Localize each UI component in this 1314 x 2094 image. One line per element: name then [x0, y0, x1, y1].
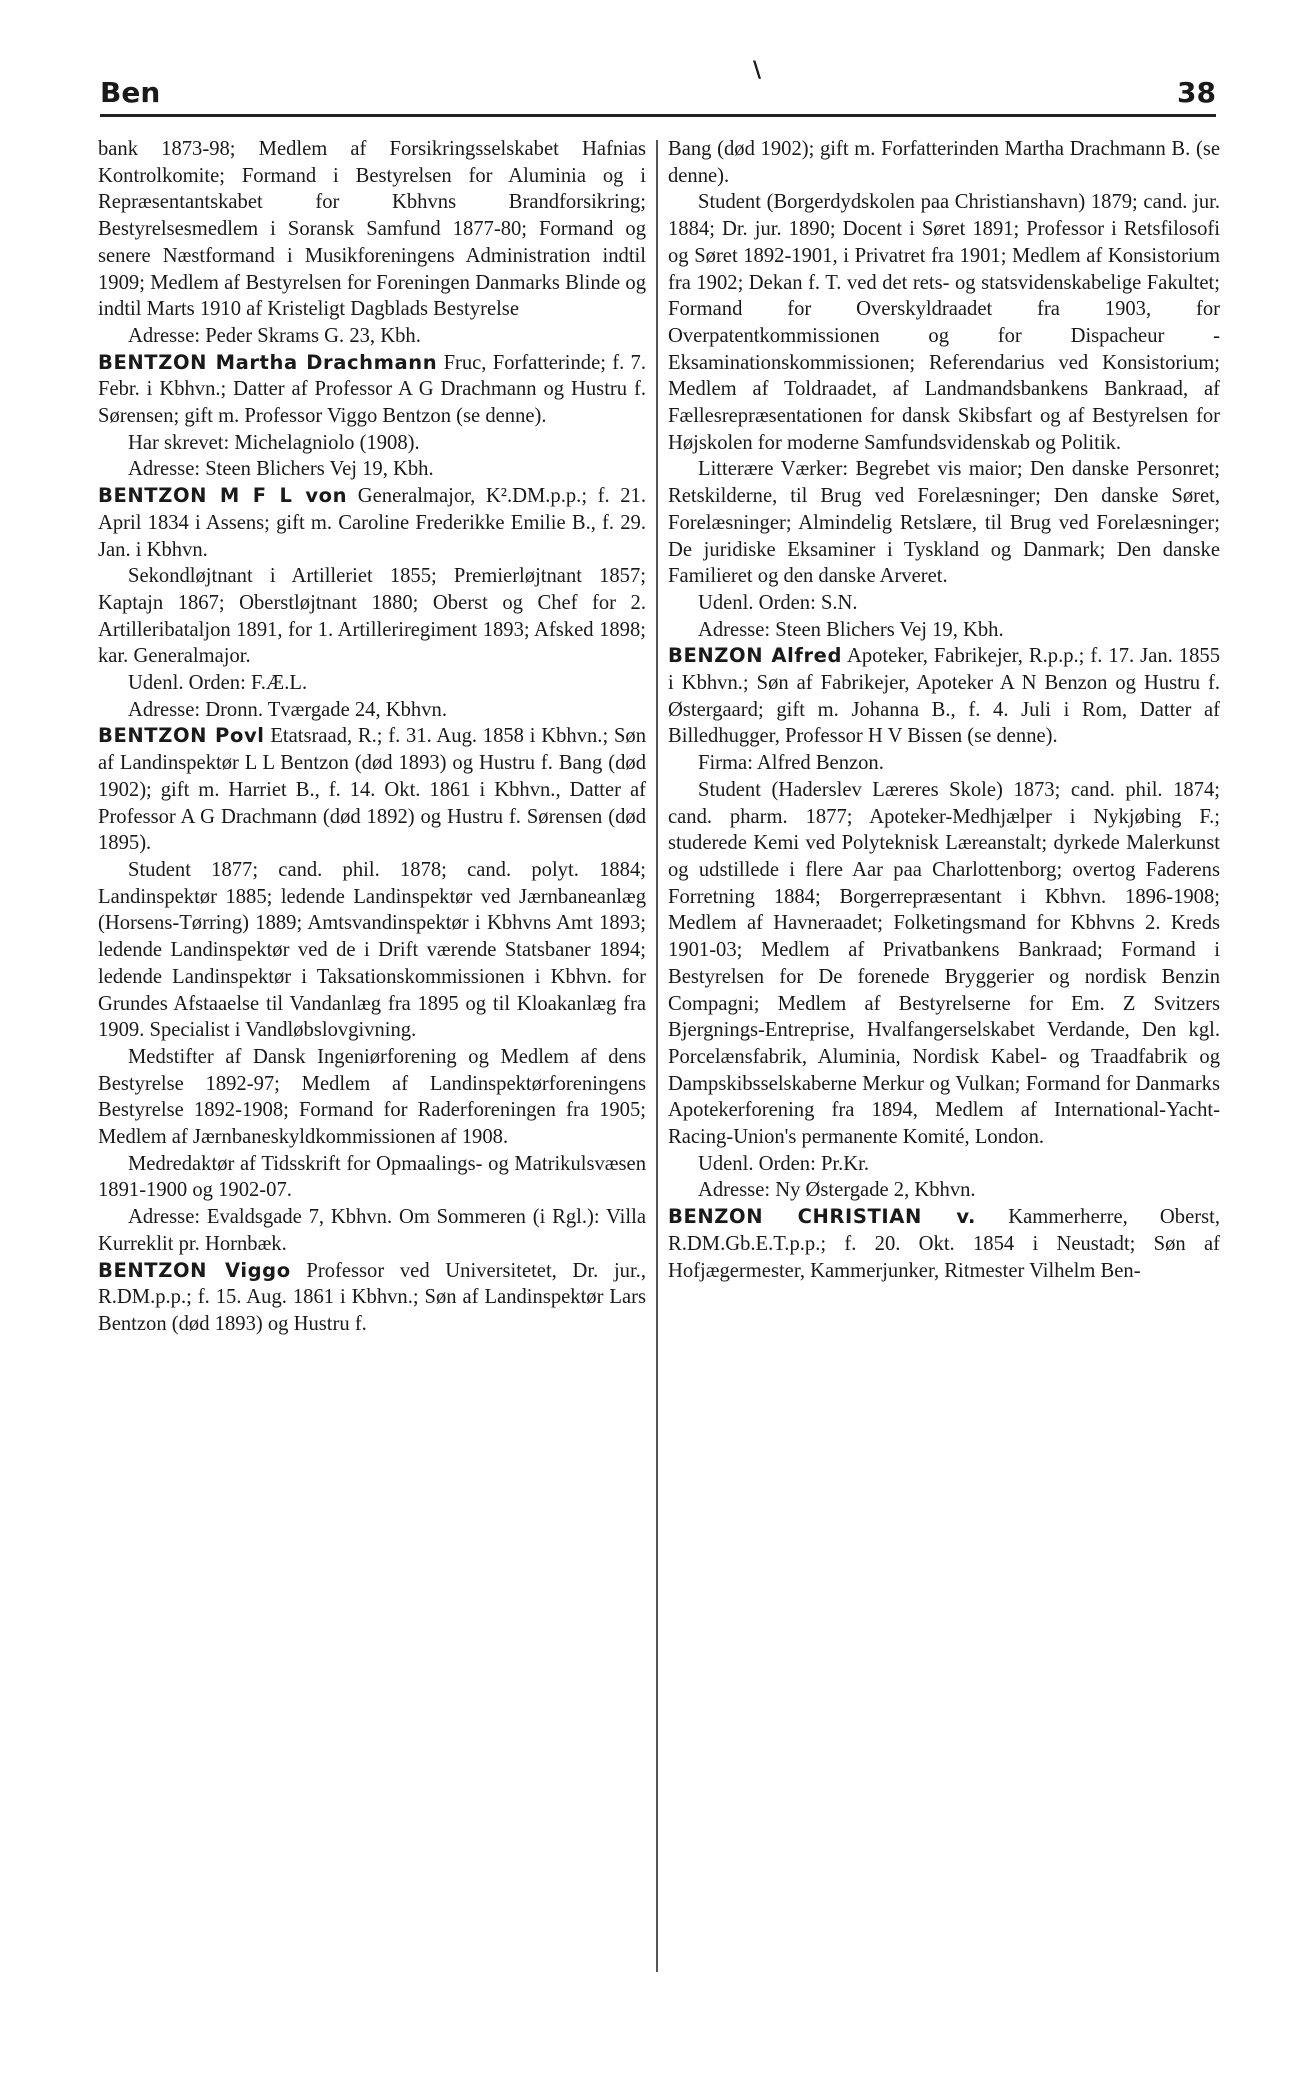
entry-name: BENTZON Martha Drachmann [98, 350, 438, 374]
running-header [100, 76, 1216, 118]
entry-address: Adresse: Ny Østergade 2, Kbhvn. [698, 1179, 976, 1202]
entry-foreign-orders: Udenl. Orden: Pr.Kr. [698, 1152, 870, 1175]
entry-career: Student (Haderslev Læreres Skole) 1873; cand. phil. 1874; cand. pharm. 1877; Apoteker-Medhjælper i Nykjøbing F.; studerede Kemi ved Polyteknisk Læreanstalt; dyrkede Malerkunst og udstillede i flere Aar paa Charlottenborg; overtog Faderens Forretning 1884; Borgerrepræsentant i Kbhvn. 1896-1908; Medlem af Havneraadet; Folketingsmand for Kbhvns 2. Kreds 1901-03; Medlem af Privatbankens Bankraad; Formand i Bestyrelsen for De forenede Bryggerier og nordisk Benzin Compagni; Medlem af Bestyrelserne for Em. Z Svitzers Bjergnings-Entreprise, Hvalfangerselskabet Verdande, Den kgl. Porcelænsfabrik, Aluminia, Nordisk Kabel- og Traadfabrik og Dampskibsselskaberne Merkur og Vulkan; Formand for Danmarks Apotekerforening fra 1894, Medlem af International-Yacht-Racing-Union's permanente Komité, London. [668, 778, 1220, 1149]
page-number: 38 [1177, 76, 1216, 109]
entry-name: BENTZON Povl [98, 724, 265, 748]
top-mark: \ [753, 58, 762, 83]
entry-career: Student (Borgerdydskolen paa Christianshavn) 1879; cand. jur. 1884; Dr. jur. 1890; Docent i Søret 1891; Professor i Retsfilosofi og Søret 1892-1901, i Privatret fra 1901; Medlem af Konsistorium fra 1902; Dekan f. T. ved det rets- og statsvidenskabelige Fakultet; Formand for Overskyldraadet fra 1903, for Overpatentkommissionen og for Dispacheur - Eksaminationskommissionen; Referendarius ved Konsistorium; Medlem af Toldraadet, af Landmandsbankens Bankraad, af Fællesrepræsentationen for dansk Skibsfart og af Bestyrelsen for Højskolen for moderne Samfundsvidenskab og Politik. [668, 191, 1220, 454]
entry-intro: Fruc, Forfatterinde; f. 7. Febr. i Kbhvn.; Datter af Professor A G Drachmann og Hustru f. Sørensen; gift m. Professor Viggo Bentzon (se denne). [98, 351, 646, 428]
entry-address: Adresse: Steen Blichers Vej 19, Kbh. [698, 618, 1004, 641]
entry-intro: Kammerherre, Oberst, R.DM.Gb.E.T.p.p.; f. 20. Okt. 1854 i Neustadt; Søn af Hofjægermester, Kammerjunker, Ritmester Vilhelm Ben- [668, 1206, 1220, 1282]
header-rule [100, 114, 1216, 117]
entry-address: Adresse: Evaldsgade 7, Kbhvn. Om Sommeren (i Rgl.): Villa Kurreklit pr. Hornbæk. [98, 1206, 646, 1255]
entry-bentzon-martha [98, 350, 646, 430]
left-column [98, 136, 646, 1338]
entry-name: BENTZON M F L von [98, 484, 348, 508]
entry-address: Adresse: Steen Blichers Vej 19, Kbh. [128, 458, 434, 481]
entry-foreign-orders: Udenl. Orden: S.N. [698, 591, 858, 614]
entry-benzon-alfred [668, 643, 1220, 750]
column-divider [656, 140, 658, 1972]
entry-memberships: Medstifter af Dansk Ingeniørforening og Medlem af dens Bestyrelse 1892-97; Medlem af Landinspektørforeningens Bestyrelse 1892-1908; Formand for Raderforeningen fra 1905; Medlem af Jærnbaneskyldkommissionen af 1908. [98, 1045, 646, 1149]
entry-editorship: Medredaktør af Tidsskrift for Opmaalings- og Matrikulsvæsen 1891-1900 og 1902-07. [98, 1152, 646, 1202]
header-keyword: Ben [100, 76, 161, 109]
entry-intro: Apoteker, Fabrikejer, R.p.p.; f. 17. Jan. 1855 i Kbhvn.; Søn af Fabrikejer, Apoteker A N Benzon og Hustru f. Østergaard; gift m. Johanna B., f. 4. Juli i Rom, Datter af Billedhugger, Professor H V Bissen (se denne). [668, 645, 1220, 748]
entry-benzon-christian [668, 1204, 1220, 1284]
entry-career: Student 1877; cand. phil. 1878; cand. polyt. 1884; Landinspektør 1885; ledende Landinspektør ved Jærnbaneanlæg (Horsens-Tørring) 1889; Amtsvandinspektør i Kbhvns Amt 1893; ledende Landinspektør ved de i Drift værende Statsbaner 1894; ledende Landinspektør i Taksationskommissionen i Kbhvn. for Grundes Afstaaelse til Vandanlæg fra 1895 og til Kloakanlæg fra 1909. Specialist i Vandløbslovgivning. [98, 858, 646, 1042]
entry-name: BENZON Alfred [668, 644, 843, 668]
entry-works: Har skrevet: Michelagniolo (1908). [128, 431, 420, 454]
entry-intro: Generalmajor, K².DM.p.p.; f. 21. April 1834 i Assens; gift m. Caroline Frederikke Emilie B., f. 29. Jan. i Kbhvn. [98, 485, 646, 561]
entry-bentzon-mfl [98, 483, 646, 563]
entry-career: Sekondløjtnant i Artilleriet 1855; Premierløjtnant 1857; Kaptajn 1867; Oberstløjtnant 1880; Oberst og Chef for 2. Artilleribataljon 1891, for 1. Artilleriregiment 1893; Afsked 1898; kar. Generalmajor. [98, 565, 646, 668]
entry-intro: Etatsraad, R.; f. 31. Aug. 1858 i Kbhvn.; Søn af Landinspektør L L Bentzon (død 1893) og Hustru f. Bang (død 1902); gift m. Harriet B., f. 14. Okt. 1861 i Kbhvn., Datter af Professor A G Drachmann (død 1892) og Hustru f. Sørensen (død 1895). [98, 725, 646, 855]
entry-address: Adresse: Peder Skrams G. 23, Kbh. [128, 324, 421, 347]
entry-name: BENTZON Viggo [98, 1258, 291, 1282]
entry-foreign-orders: Udenl. Orden: F.Æ.L. [128, 672, 308, 695]
entry-name: BENZON CHRISTIAN v. [668, 1205, 977, 1229]
entry-intro: Professor ved Universitetet, Dr. jur., R.DM.p.p.; f. 15. Aug. 1861 i Kbhvn.; Søn af Landinspektør Lars Bentzon (død 1893) og Hustru f. [98, 1259, 646, 1335]
continued-entry-text: bank 1873-98; Medlem af Forsikringsselskabet Hafnias Kontrolkomite; Formand i Bestyrelsen for Aluminia og i Repræsentantskabet for Kbhvns Brandforsikring; Bestyrelsesmedlem i Soransk Samfund 1877-80; Formand og senere Næstformand i Musikforeningens Administration indtil 1909; Medlem af Bestyrelsen for Foreningen Danmarks Blinde og indtil Marts 1910 af Kristeligt Dagblads Bestyrelse [98, 138, 646, 321]
entry-address: Adresse: Dronn. Tværgade 24, Kbhvn. [128, 698, 447, 721]
entry-firm: Firma: Alfred Benzon. [698, 752, 884, 775]
entry-bentzon-povl [98, 723, 646, 857]
entry-bentzon-viggo [98, 1258, 646, 1338]
right-column [668, 136, 1220, 1284]
continued-entry-text: Bang (død 1902); gift m. Forfatterinden Martha Drachmann B. (se denne). [668, 138, 1220, 187]
entry-works: Litterære Værker: Begrebet vis maior; Den danske Personret; Retskilderne, til Brug ved Forelæsninger; Den danske Søret, Forelæsninger; Almindelig Retslære, til Brug ved Forelæsninger; De juridiske Eksaminer i Tyskland og Danmark; Den danske Familieret og den danske Arveret. [668, 458, 1220, 588]
